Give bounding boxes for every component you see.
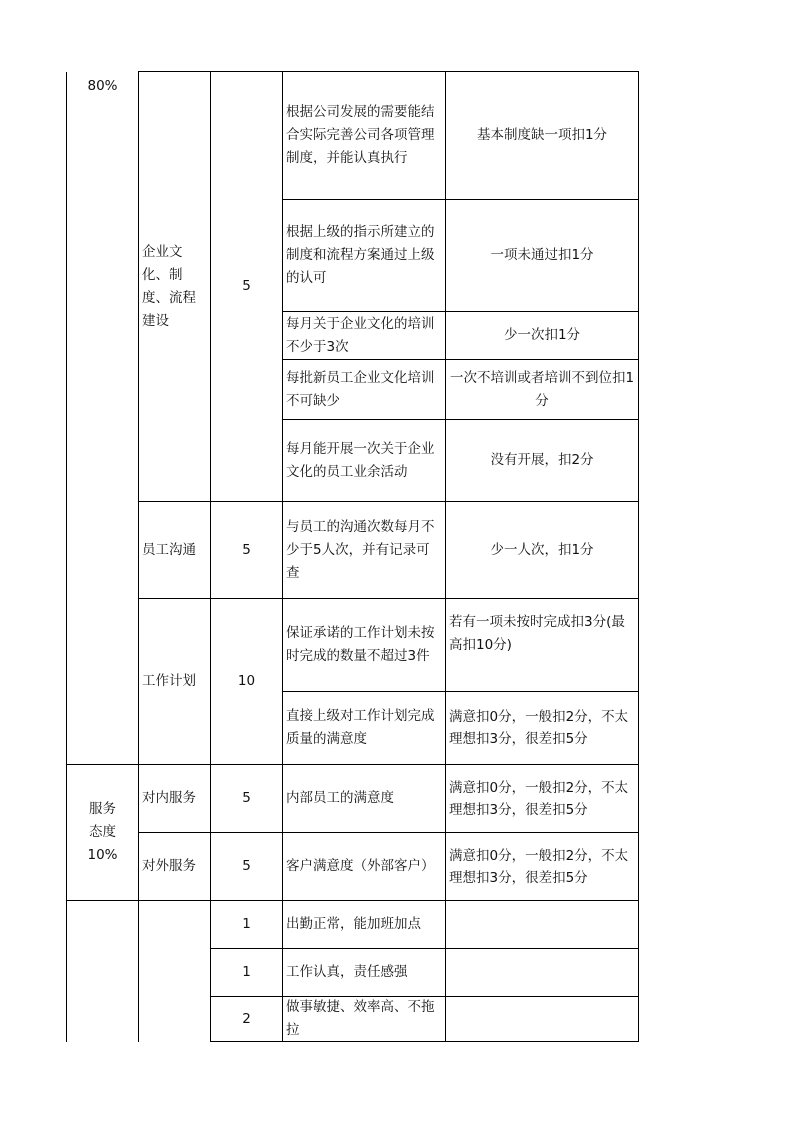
score-cell [210, 832, 283, 901]
criterion: 直接上级对工作计划完成质量的满意度 [286, 708, 435, 747]
deduction-cell [445, 764, 639, 833]
group-name: 企业文化、制度、流程建设 [142, 243, 196, 329]
deduction-cell [445, 359, 639, 420]
criterion-cell [282, 419, 446, 502]
deduction: 一次不培训或者培训不到位扣1分 [449, 369, 635, 409]
deduction-cell [445, 311, 639, 360]
deduction-cell [445, 996, 639, 1042]
group-cell [138, 501, 211, 599]
group-cell [138, 598, 211, 765]
criterion-cell [282, 900, 446, 949]
criterion-cell [282, 691, 446, 765]
deduction: 少一人次，扣1分 [490, 541, 594, 558]
group-name: 对内服务 [142, 790, 196, 806]
deduction: 满意扣0分，一般扣2分，不太理想扣3分，很差扣5分 [449, 709, 629, 747]
criterion: 与员工的沟通次数每月不少于5人次，并有记录可查 [286, 518, 435, 581]
score-cell [210, 900, 283, 949]
group-cell [138, 764, 211, 833]
criterion: 保证承诺的工作计划未按时完成的数量不超过3件 [286, 625, 435, 664]
criterion: 根据上级的指示所建立的制度和流程方案通过上级的认可 [286, 224, 435, 286]
score: 5 [242, 541, 251, 558]
score-cell [210, 996, 283, 1042]
criterion-cell [282, 311, 446, 360]
deduction-cell [445, 419, 639, 502]
deduction-cell [445, 832, 639, 901]
criterion: 每月能开展一次关于企业文化的员工业余活动 [286, 440, 435, 480]
score-cell [210, 764, 283, 833]
criterion-cell [282, 71, 446, 200]
deduction-cell [445, 598, 639, 692]
category-label: 服务 态度 10% [87, 801, 118, 863]
score-cell [210, 948, 283, 997]
deduction-cell [445, 948, 639, 997]
score: 5 [242, 858, 251, 874]
criterion: 出勤正常，能加班加点 [286, 916, 421, 932]
category-weight: 80% [87, 78, 118, 94]
score-cell [210, 501, 283, 599]
score: 1 [242, 964, 251, 980]
deduction: 一项未通过扣1分 [490, 247, 594, 263]
criterion: 做事敏捷、效率高、不拖拉 [286, 999, 435, 1038]
deduction-cell [445, 501, 639, 599]
group-cell [138, 832, 211, 901]
criterion-cell [282, 199, 446, 312]
category-cell-empty [66, 900, 139, 1042]
criterion-cell [282, 359, 446, 420]
deduction: 若有一项未按时完成扣3分(最高扣10分) [449, 614, 625, 653]
group-cell [138, 71, 211, 502]
criterion-cell [282, 948, 446, 997]
criterion: 内部员工的满意度 [286, 790, 394, 806]
deduction: 基本制度缺一项扣1分 [476, 127, 608, 143]
criterion: 工作认真，责任感强 [286, 964, 408, 980]
criterion: 根据公司发展的需要能结合实际完善公司各项管理制度，并能认真执行 [286, 104, 435, 166]
criterion-cell [282, 501, 446, 599]
criterion-cell [282, 996, 446, 1042]
deduction: 满意扣0分，一般扣2分，不太理想扣3分，很差扣5分 [449, 779, 629, 818]
score: 10 [237, 673, 256, 689]
group-name: 工作计划 [142, 673, 196, 689]
criterion-cell [282, 764, 446, 833]
deduction-cell [445, 900, 639, 949]
deduction-cell [445, 71, 639, 200]
score-cell [210, 71, 283, 502]
group-name: 对外服务 [142, 858, 196, 874]
score-cell [210, 598, 283, 765]
category-cell-work [66, 72, 139, 765]
score: 2 [242, 1010, 251, 1027]
criterion: 每月关于企业文化的培训不少于3次 [286, 315, 435, 355]
criterion-cell [282, 598, 446, 692]
deduction-cell [445, 691, 639, 765]
deduction: 满意扣0分，一般扣2分，不太理想扣3分，很差扣5分 [449, 847, 629, 886]
deduction: 没有开展，扣2分 [490, 452, 594, 468]
criterion-cell [282, 832, 446, 901]
score: 1 [242, 916, 251, 932]
criterion: 客户满意度（外部客户） [286, 858, 435, 874]
group-cell-empty [138, 900, 211, 1042]
criterion: 每批新员工企业文化培训不可缺少 [286, 369, 435, 409]
category-cell-service [66, 764, 139, 901]
deduction: 少一次扣1分 [503, 327, 581, 343]
deduction-cell [445, 199, 639, 312]
score: 5 [242, 790, 251, 806]
group-name: 员工沟通 [142, 541, 196, 558]
score: 5 [242, 278, 251, 294]
